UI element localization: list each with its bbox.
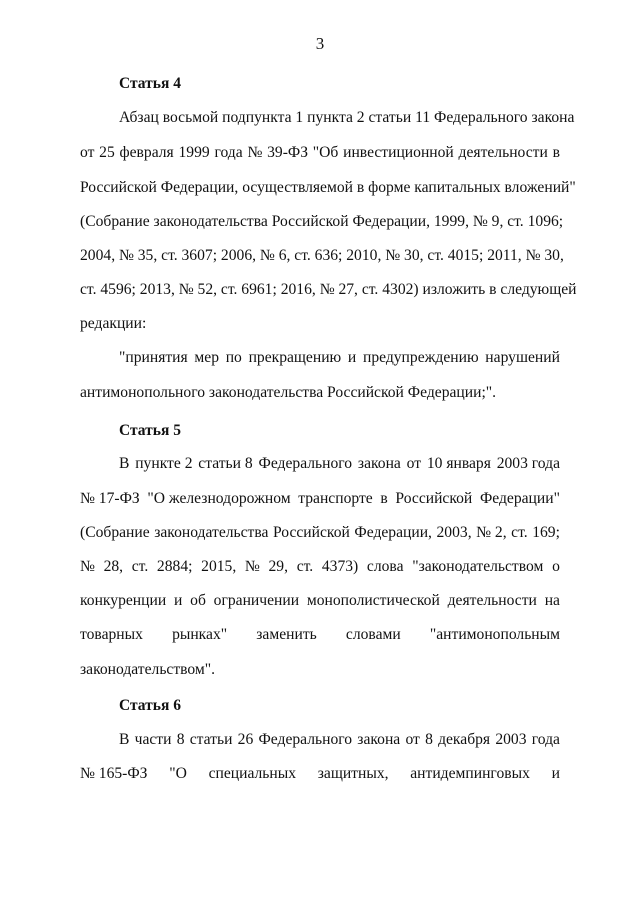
word: Федерального xyxy=(258,455,353,472)
word: 2884; xyxy=(156,558,193,575)
word: (Собрание xyxy=(80,524,150,541)
article-5-line-6 xyxy=(80,625,560,645)
article-4-line-4: (Собрание законодательства Российской Федерации, 1999, № 9, ст. 1096; xyxy=(80,213,564,230)
article-4-line-2 xyxy=(80,143,560,163)
word: и xyxy=(347,349,357,366)
word: по xyxy=(225,349,242,366)
word: "Об xyxy=(312,144,339,161)
word: Российской xyxy=(395,490,473,507)
word: на xyxy=(544,592,560,609)
word: от xyxy=(405,731,420,748)
word: Российской xyxy=(273,524,350,541)
word: 4373) xyxy=(321,558,359,575)
word: № xyxy=(244,558,260,575)
word: статьи xyxy=(189,731,233,748)
article-5-line-7: законодательством". xyxy=(80,661,216,678)
word: Федерации" xyxy=(479,490,560,507)
word: заменить xyxy=(256,626,317,643)
article-5-heading: Статья 5 xyxy=(119,422,181,439)
word: года xyxy=(531,731,560,748)
word: "О xyxy=(169,765,187,782)
word: инвестиционной xyxy=(343,144,454,161)
word: ст. xyxy=(296,558,314,575)
word: 25 xyxy=(99,144,115,161)
word: 8 xyxy=(176,731,185,748)
word: от xyxy=(80,144,95,161)
word: части xyxy=(134,731,172,748)
word: 2003, xyxy=(436,524,472,541)
article-6-line-2 xyxy=(80,764,560,784)
word: предупреждению xyxy=(362,349,479,366)
word: В xyxy=(119,731,130,748)
word: прекращению xyxy=(248,349,342,366)
word: 26 xyxy=(237,731,254,748)
article-4-line-7: редакции: xyxy=(80,315,147,332)
article-4-line-1: Абзац восьмой подпункта 1 пункта 2 статьи 11 Федерального закона xyxy=(119,109,575,126)
page-number: 3 xyxy=(315,34,325,53)
article-5-line-1 xyxy=(119,454,560,474)
word: о xyxy=(552,558,560,575)
word: и xyxy=(173,592,183,609)
article-4-line-5: 2004, № 35, ст. 3607; 2006, № 6, ст. 636; 2010, № 30, ст. 4015; 2011, № 30, xyxy=(80,247,564,264)
word: года xyxy=(214,144,243,161)
word: № xyxy=(247,144,263,161)
word: статьи 8 xyxy=(198,455,253,472)
article-5-line-2 xyxy=(80,489,560,509)
word: ст. xyxy=(511,524,528,541)
word: слова xyxy=(366,558,404,575)
word: 39-ФЗ xyxy=(267,144,309,161)
word: 10 января xyxy=(426,455,491,472)
word: и xyxy=(551,765,560,782)
word: № 2, xyxy=(476,524,507,541)
word: пункте 2 xyxy=(135,455,193,472)
word: в xyxy=(380,490,388,507)
word: защитных, xyxy=(317,765,389,782)
word: конкуренции xyxy=(80,592,167,609)
word: 8 xyxy=(425,731,433,748)
word: "законодательством xyxy=(412,558,544,575)
article-4-heading: Статья 4 xyxy=(119,75,181,92)
article-5-line-5 xyxy=(80,591,560,611)
article-4-line-3: Российской Федерации, осуществляемой в форме капитальных вложений" xyxy=(80,179,576,196)
word: рынках" xyxy=(172,626,228,643)
word: закона xyxy=(357,731,401,748)
word: специальных xyxy=(208,765,297,782)
article-5-line-4 xyxy=(80,557,560,577)
article-4-line-8 xyxy=(119,348,560,368)
word: 29, xyxy=(268,558,288,575)
word: Федерального xyxy=(258,731,353,748)
word: нарушений xyxy=(485,349,560,366)
word: 2003 года xyxy=(496,455,560,472)
word: 1999 xyxy=(178,144,210,161)
word: закона xyxy=(357,455,401,472)
word: декабря xyxy=(438,731,491,748)
word: № xyxy=(80,558,95,575)
word: 28, xyxy=(103,558,124,575)
word: "принятия xyxy=(119,349,188,366)
word: № 165-ФЗ xyxy=(80,765,148,782)
article-6-line-1 xyxy=(119,730,560,750)
word: 2003 xyxy=(495,731,527,748)
word: антидемпинговых xyxy=(410,765,530,782)
word: от xyxy=(406,455,422,472)
article-4-line-9: антимонопольного законодательства Российской Федерации;". xyxy=(80,384,497,401)
article-6-heading: Статья 6 xyxy=(119,697,181,714)
word: деятельности xyxy=(447,592,537,609)
word: в xyxy=(552,144,560,161)
word: Федерации, xyxy=(354,524,432,541)
word: товарных xyxy=(80,626,143,643)
word: об xyxy=(190,592,206,609)
word: деятельности xyxy=(458,144,548,161)
word: транспорте xyxy=(298,490,373,507)
word: февраля xyxy=(119,144,174,161)
article-4-line-6: ст. 4596; 2013, № 52, ст. 6961; 2016, № 27, ст. 4302) изложить в следующей xyxy=(80,281,577,298)
word: "антимонопольным xyxy=(429,626,560,643)
word: словами xyxy=(345,626,401,643)
word: В xyxy=(119,455,130,472)
word: монополистической xyxy=(306,592,440,609)
word: законодательства xyxy=(154,524,269,541)
word: № 17-ФЗ xyxy=(80,490,140,507)
article-5-line-3 xyxy=(80,523,560,543)
word: ст. xyxy=(131,558,149,575)
word: 2015, xyxy=(201,558,237,575)
word: ограничении xyxy=(213,592,300,609)
word: мер xyxy=(194,349,219,366)
word: "О железнодорожном xyxy=(147,490,291,507)
word: 169; xyxy=(532,524,560,541)
